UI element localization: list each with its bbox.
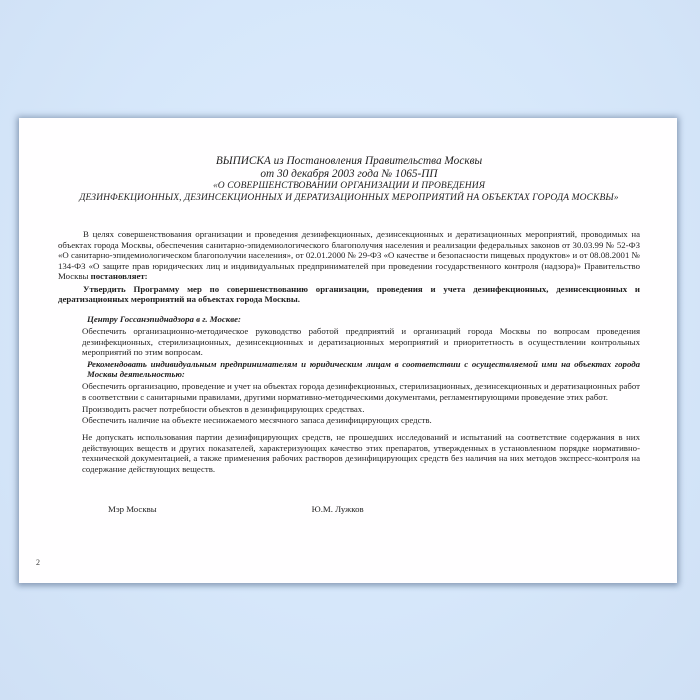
paragraph-intro bbox=[58, 229, 640, 282]
heading-addressee: Центру Госсанэпиднадзора в г. Москве: bbox=[87, 313, 241, 324]
signature-name: Ю.М. Лужков bbox=[311, 504, 364, 514]
intro-text: В целях совершенствования организации и проведения дезинфекционных, дезинсекционных и дератизационных мероприятий, проводимых на объектах города Москвы, обеспечения санитарно-эпидемиологического благополучия населения и реализации федеральных законов от 30.03.99 № 52-ФЗ «О санитарно-эпидемиологическом благополучии населения», от 02.01.2000 № 29-ФЗ «О качестве и безопасности пищевых продуктов» и от 08.08.2001 № 134-ФЗ «О защите прав юридических лиц и индивидуальных предпринимателей при проведении государственного контроля (надзора)» Правительство Москвы bbox=[58, 229, 640, 281]
intro-bold-tail: постановляет: bbox=[90, 271, 148, 281]
title-line-2: от 30 декабря 2003 года № 1065-ПП bbox=[260, 168, 438, 180]
title-line-4: ДЕЗИНФЕКЦИОННЫХ, ДЕЗИНСЕКЦИОННЫХ И ДЕРАТИЗАЦИОННЫХ МЕРОПРИЯТИЙ НА ОБЪЕКТАХ ГОРОДА МОСКВЫ» bbox=[79, 192, 619, 203]
heading-recommend: Рекомендовать индивидуальным предпринимателям и юридическим лицам в соответствии с осуществляемой ими на объектах города Москвы деятельностью: bbox=[87, 358, 640, 379]
title-line-3: «О СОВЕРШЕНСТВОВАНИИ ОРГАНИЗАЦИИ И ПРОВЕДЕНИЯ bbox=[212, 181, 486, 191]
title-line-1: ВЫПИСКА из Постановления Правительства Москвы bbox=[215, 155, 483, 167]
paragraph-calc: Производить расчет потребности объектов в дезинфицирующих средствах. bbox=[82, 403, 365, 414]
page-number: 2 bbox=[36, 558, 40, 567]
document-title bbox=[58, 155, 640, 204]
paragraph-stock: Обеспечить наличие на объекте неснижаемого месячного запаса дезинфицирующих средств. bbox=[82, 414, 432, 425]
document-content bbox=[19, 118, 677, 583]
paragraph-guidance: Обеспечить организационно-методическое руководство работой предприятий и организаций города Москвы по вопросам проведения дезинфекционных, стерилизационных, дезинсекционных и дератизационных мероприятий и приоритетность в осуществлении контрольных мероприятий по этим вопросам. bbox=[82, 326, 640, 357]
paragraph-prohibit: Не допускать использования партии дезинфицирующих средств, не прошедших исследований и испытаний на соответствие содержания в них действующих веществ и других показателей, характеризующих качество этих препаратов, утвержденных в установленном порядке нормативно-технической документацией, а также применения рабочих растворов дезинфицирующих средств без наличия на них методов экспресс-контроля на содержание действующих веществ. bbox=[82, 432, 640, 474]
paragraph-approve: Утвердить Программу мер по совершенствованию организации, проведения и учета дезинфекционных, дезинсекционных и дератизационных мероприятий на объектах города Москвы. bbox=[58, 283, 640, 304]
signature-block bbox=[58, 504, 640, 515]
paragraph-organize: Обеспечить организацию, проведение и учет на объектах города дезинфекционных, стерилизационных, дезинсекционных и дератизационных работ в соответствии с санитарными правилами, другими нормативно-методическими документами, регламентирующими проведение этих работ. bbox=[82, 381, 640, 402]
signature-position: Мэр Москвы bbox=[108, 504, 157, 514]
document-page bbox=[19, 118, 677, 583]
